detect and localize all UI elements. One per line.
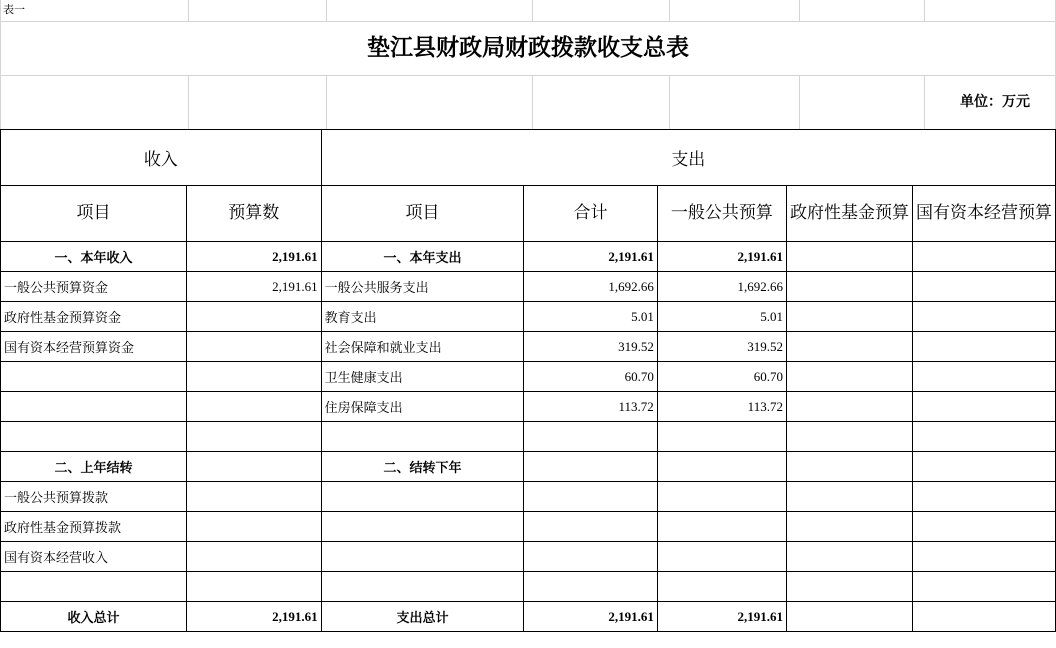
state-capital-cell — [912, 242, 1055, 272]
gov-fund-cell — [786, 242, 912, 272]
income-budget-cell — [186, 362, 321, 392]
table-row — [1, 542, 1056, 572]
expense-total-cell — [524, 482, 658, 512]
income-item-cell: 一般公共预算拨款 — [1, 482, 187, 512]
table-row — [1, 422, 1056, 452]
expense-item-cell: 一般公共服务支出 — [321, 272, 524, 302]
expense-item-cell — [321, 422, 524, 452]
state-capital-cell — [912, 362, 1055, 392]
income-budget-cell: 2,191.61 — [186, 272, 321, 302]
state-capital-cell — [912, 602, 1055, 632]
state-capital-budget-header: 国有资本经营预算 — [912, 186, 1055, 242]
income-item-cell: 国有资本经营预算资金 — [1, 332, 187, 362]
expense-total-cell: 1,692.66 — [524, 272, 658, 302]
expense-item-cell: 卫生健康支出 — [321, 362, 524, 392]
income-budget-cell — [186, 512, 321, 542]
income-item-header: 项目 — [1, 186, 187, 242]
state-capital-cell — [912, 542, 1055, 572]
gridline — [326, 0, 327, 22]
expense-total-cell — [524, 542, 658, 572]
expense-total-cell — [524, 422, 658, 452]
general-budget-cell — [657, 542, 786, 572]
gov-fund-cell — [786, 362, 912, 392]
income-budget-cell — [186, 422, 321, 452]
gridline — [0, 21, 1056, 22]
gov-fund-cell — [786, 602, 912, 632]
gridline — [799, 0, 800, 22]
income-budget-cell — [186, 572, 321, 602]
income-budget-cell: 2,191.61 — [186, 242, 321, 272]
expense-item-cell: 支出总计 — [321, 602, 524, 632]
income-budget-cell — [186, 542, 321, 572]
table-row — [1, 452, 1056, 482]
gov-fund-cell — [786, 512, 912, 542]
expense-total-cell: 113.72 — [524, 392, 658, 422]
gridline — [799, 76, 800, 129]
table-row — [1, 602, 1056, 632]
expense-total-header: 合计 — [524, 186, 658, 242]
expense-total-cell — [524, 452, 658, 482]
expense-item-cell — [321, 572, 524, 602]
gridline — [924, 0, 925, 22]
gov-fund-cell — [786, 302, 912, 332]
group-header-row — [1, 130, 1056, 186]
expense-total-cell: 319.52 — [524, 332, 658, 362]
general-budget-cell — [657, 422, 786, 452]
income-item-cell: 一、本年收入 — [1, 242, 187, 272]
income-item-cell: 国有资本经营收入 — [1, 542, 187, 572]
gridline — [924, 76, 925, 129]
state-capital-cell — [912, 302, 1055, 332]
table-row — [1, 332, 1056, 362]
gov-fund-cell — [786, 482, 912, 512]
table-row — [1, 572, 1056, 602]
finance-summary-table — [0, 129, 1056, 632]
table-row — [1, 272, 1056, 302]
general-budget-cell: 60.70 — [657, 362, 786, 392]
gov-fund-budget-header: 政府性基金预算 — [786, 186, 912, 242]
general-budget-cell: 1,692.66 — [657, 272, 786, 302]
general-budget-header: 一般公共预算 — [657, 186, 786, 242]
state-capital-cell — [912, 572, 1055, 602]
gridline — [532, 76, 533, 129]
expense-total-cell: 5.01 — [524, 302, 658, 332]
income-budget-cell — [186, 392, 321, 422]
state-capital-cell — [912, 332, 1055, 362]
gridline — [188, 0, 189, 22]
income-budget-cell — [186, 452, 321, 482]
gridline — [0, 75, 1056, 76]
general-budget-cell: 2,191.61 — [657, 602, 786, 632]
gridline — [532, 0, 533, 22]
table-number-note: 表一 — [3, 3, 25, 16]
table-row — [1, 482, 1056, 512]
expense-item-cell — [321, 512, 524, 542]
state-capital-cell — [912, 272, 1055, 302]
unit-label: 单位：万元 — [960, 94, 1030, 110]
gov-fund-cell — [786, 422, 912, 452]
expense-item-cell: 住房保障支出 — [321, 392, 524, 422]
expense-item-cell — [321, 482, 524, 512]
expense-total-cell: 2,191.61 — [524, 602, 658, 632]
page-title: 垫江县财政局财政拨款收支总表 — [367, 34, 689, 61]
income-item-cell: 二、上年结转 — [1, 452, 187, 482]
expense-total-cell: 60.70 — [524, 362, 658, 392]
expense-item-cell: 二、结转下年 — [321, 452, 524, 482]
state-capital-cell — [912, 392, 1055, 422]
general-budget-cell: 2,191.61 — [657, 242, 786, 272]
general-budget-cell — [657, 482, 786, 512]
expense-item-cell: 一、本年支出 — [321, 242, 524, 272]
general-budget-cell — [657, 512, 786, 542]
expense-item-cell — [321, 542, 524, 572]
state-capital-cell — [912, 422, 1055, 452]
table-row — [1, 302, 1056, 332]
table-row — [1, 512, 1056, 542]
income-group-header: 收入 — [1, 130, 322, 186]
expense-item-cell: 社会保障和就业支出 — [321, 332, 524, 362]
income-budget-cell — [186, 482, 321, 512]
gov-fund-cell — [786, 452, 912, 482]
income-budget-header: 预算数 — [186, 186, 321, 242]
income-budget-cell: 2,191.61 — [186, 602, 321, 632]
general-budget-cell — [657, 572, 786, 602]
table-row — [1, 242, 1056, 272]
income-item-cell — [1, 392, 187, 422]
gridline — [669, 76, 670, 129]
state-capital-cell — [912, 452, 1055, 482]
income-item-cell: 政府性基金预算拨款 — [1, 512, 187, 542]
expense-total-cell — [524, 512, 658, 542]
expense-total-cell: 2,191.61 — [524, 242, 658, 272]
general-budget-cell: 113.72 — [657, 392, 786, 422]
state-capital-cell — [912, 482, 1055, 512]
income-item-cell: 一般公共预算资金 — [1, 272, 187, 302]
table-body — [1, 242, 1056, 632]
gov-fund-cell — [786, 542, 912, 572]
gov-fund-cell — [786, 392, 912, 422]
income-item-cell — [1, 572, 187, 602]
expense-item-header: 项目 — [321, 186, 524, 242]
income-item-cell: 收入总计 — [1, 602, 187, 632]
income-item-cell — [1, 362, 187, 392]
gridline — [188, 76, 189, 129]
gridline — [326, 76, 327, 129]
expense-group-header: 支出 — [321, 130, 1055, 186]
expense-item-cell: 教育支出 — [321, 302, 524, 332]
gov-fund-cell — [786, 332, 912, 362]
gov-fund-cell — [786, 572, 912, 602]
gridline — [669, 0, 670, 22]
expense-total-cell — [524, 572, 658, 602]
income-budget-cell — [186, 302, 321, 332]
general-budget-cell: 5.01 — [657, 302, 786, 332]
general-budget-cell — [657, 452, 786, 482]
table-row — [1, 392, 1056, 422]
table-row — [1, 362, 1056, 392]
column-header-row — [1, 186, 1056, 242]
general-budget-cell: 319.52 — [657, 332, 786, 362]
income-item-cell: 政府性基金预算资金 — [1, 302, 187, 332]
income-budget-cell — [186, 332, 321, 362]
state-capital-cell — [912, 512, 1055, 542]
income-item-cell — [1, 422, 187, 452]
gov-fund-cell — [786, 272, 912, 302]
